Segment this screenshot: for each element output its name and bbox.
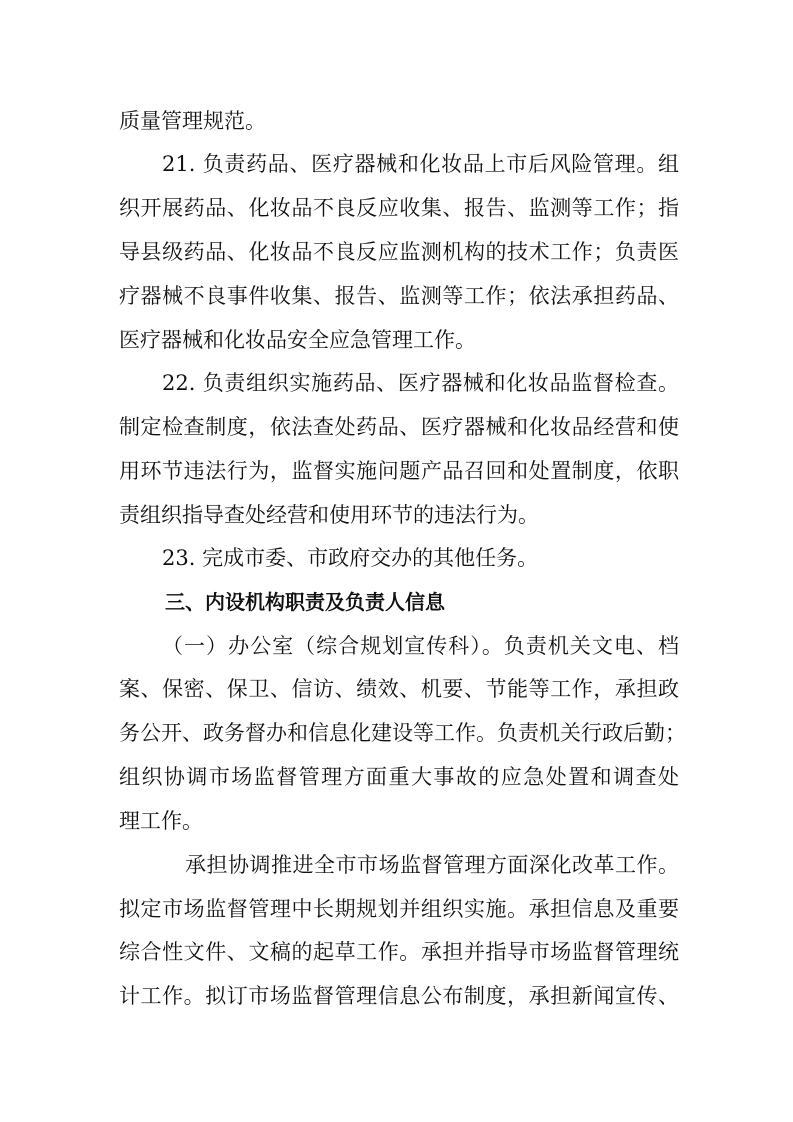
text-line: 制定检查制度，依法查处药品、医疗器械和化妆品经营和使: [119, 415, 679, 439]
text-line: 疗器械不良事件收集、报告、监测等工作；依法承担药品、: [119, 284, 679, 308]
text-line: 织开展药品、化妆品不良反应收集、报告、监测等工作；指: [119, 196, 679, 220]
text-line: 计工作。拟订市场监督管理信息公布制度，承担新闻宣传、: [119, 984, 679, 1008]
text-line: 拟定市场监督管理中长期规划并组织实施。承担信息及重要: [119, 897, 679, 921]
text-line: 导县级药品、化妆品不良反应监测机构的技术工作；负责医: [119, 240, 679, 264]
text-line: 案、保密、保卫、信访、绩效、机要、节能等工作，承担政: [119, 677, 679, 701]
text-line: 21. 负责药品、医疗器械和化妆品上市后风险管理。组: [162, 152, 679, 176]
text-line: 质量管理规范。: [119, 109, 266, 133]
text-line: 23. 完成市委、市政府交办的其他任务。: [162, 546, 539, 570]
section-heading: 三、内设机构职责及负责人信息: [165, 590, 445, 614]
text-line: 综合性文件、文稿的起草工作。承担并指导市场监督管理统: [119, 940, 679, 964]
text-line: 医疗器械和化妆品安全应急管理工作。: [119, 328, 476, 352]
text-line: 承担协调推进全市市场监督管理方面深化改革工作。: [185, 853, 679, 877]
text-line: 务公开、政务督办和信息化建设等工作。负责机关行政后勤；: [119, 721, 686, 745]
text-line: （一）办公室（综合规划宣传科）。负责机关文电、档: [162, 634, 679, 658]
text-line: 组织协调市场监督管理方面重大事故的应急处置和调查处: [119, 765, 679, 789]
text-line: 责组织指导查处经营和使用环节的违法行为。: [119, 503, 539, 527]
text-line: 22. 负责组织实施药品、医疗器械和化妆品监督检查。: [162, 371, 679, 395]
text-line: 理工作。: [119, 809, 203, 833]
text-line: 用环节违法行为，监督实施问题产品召回和处置制度，依职: [119, 459, 679, 483]
